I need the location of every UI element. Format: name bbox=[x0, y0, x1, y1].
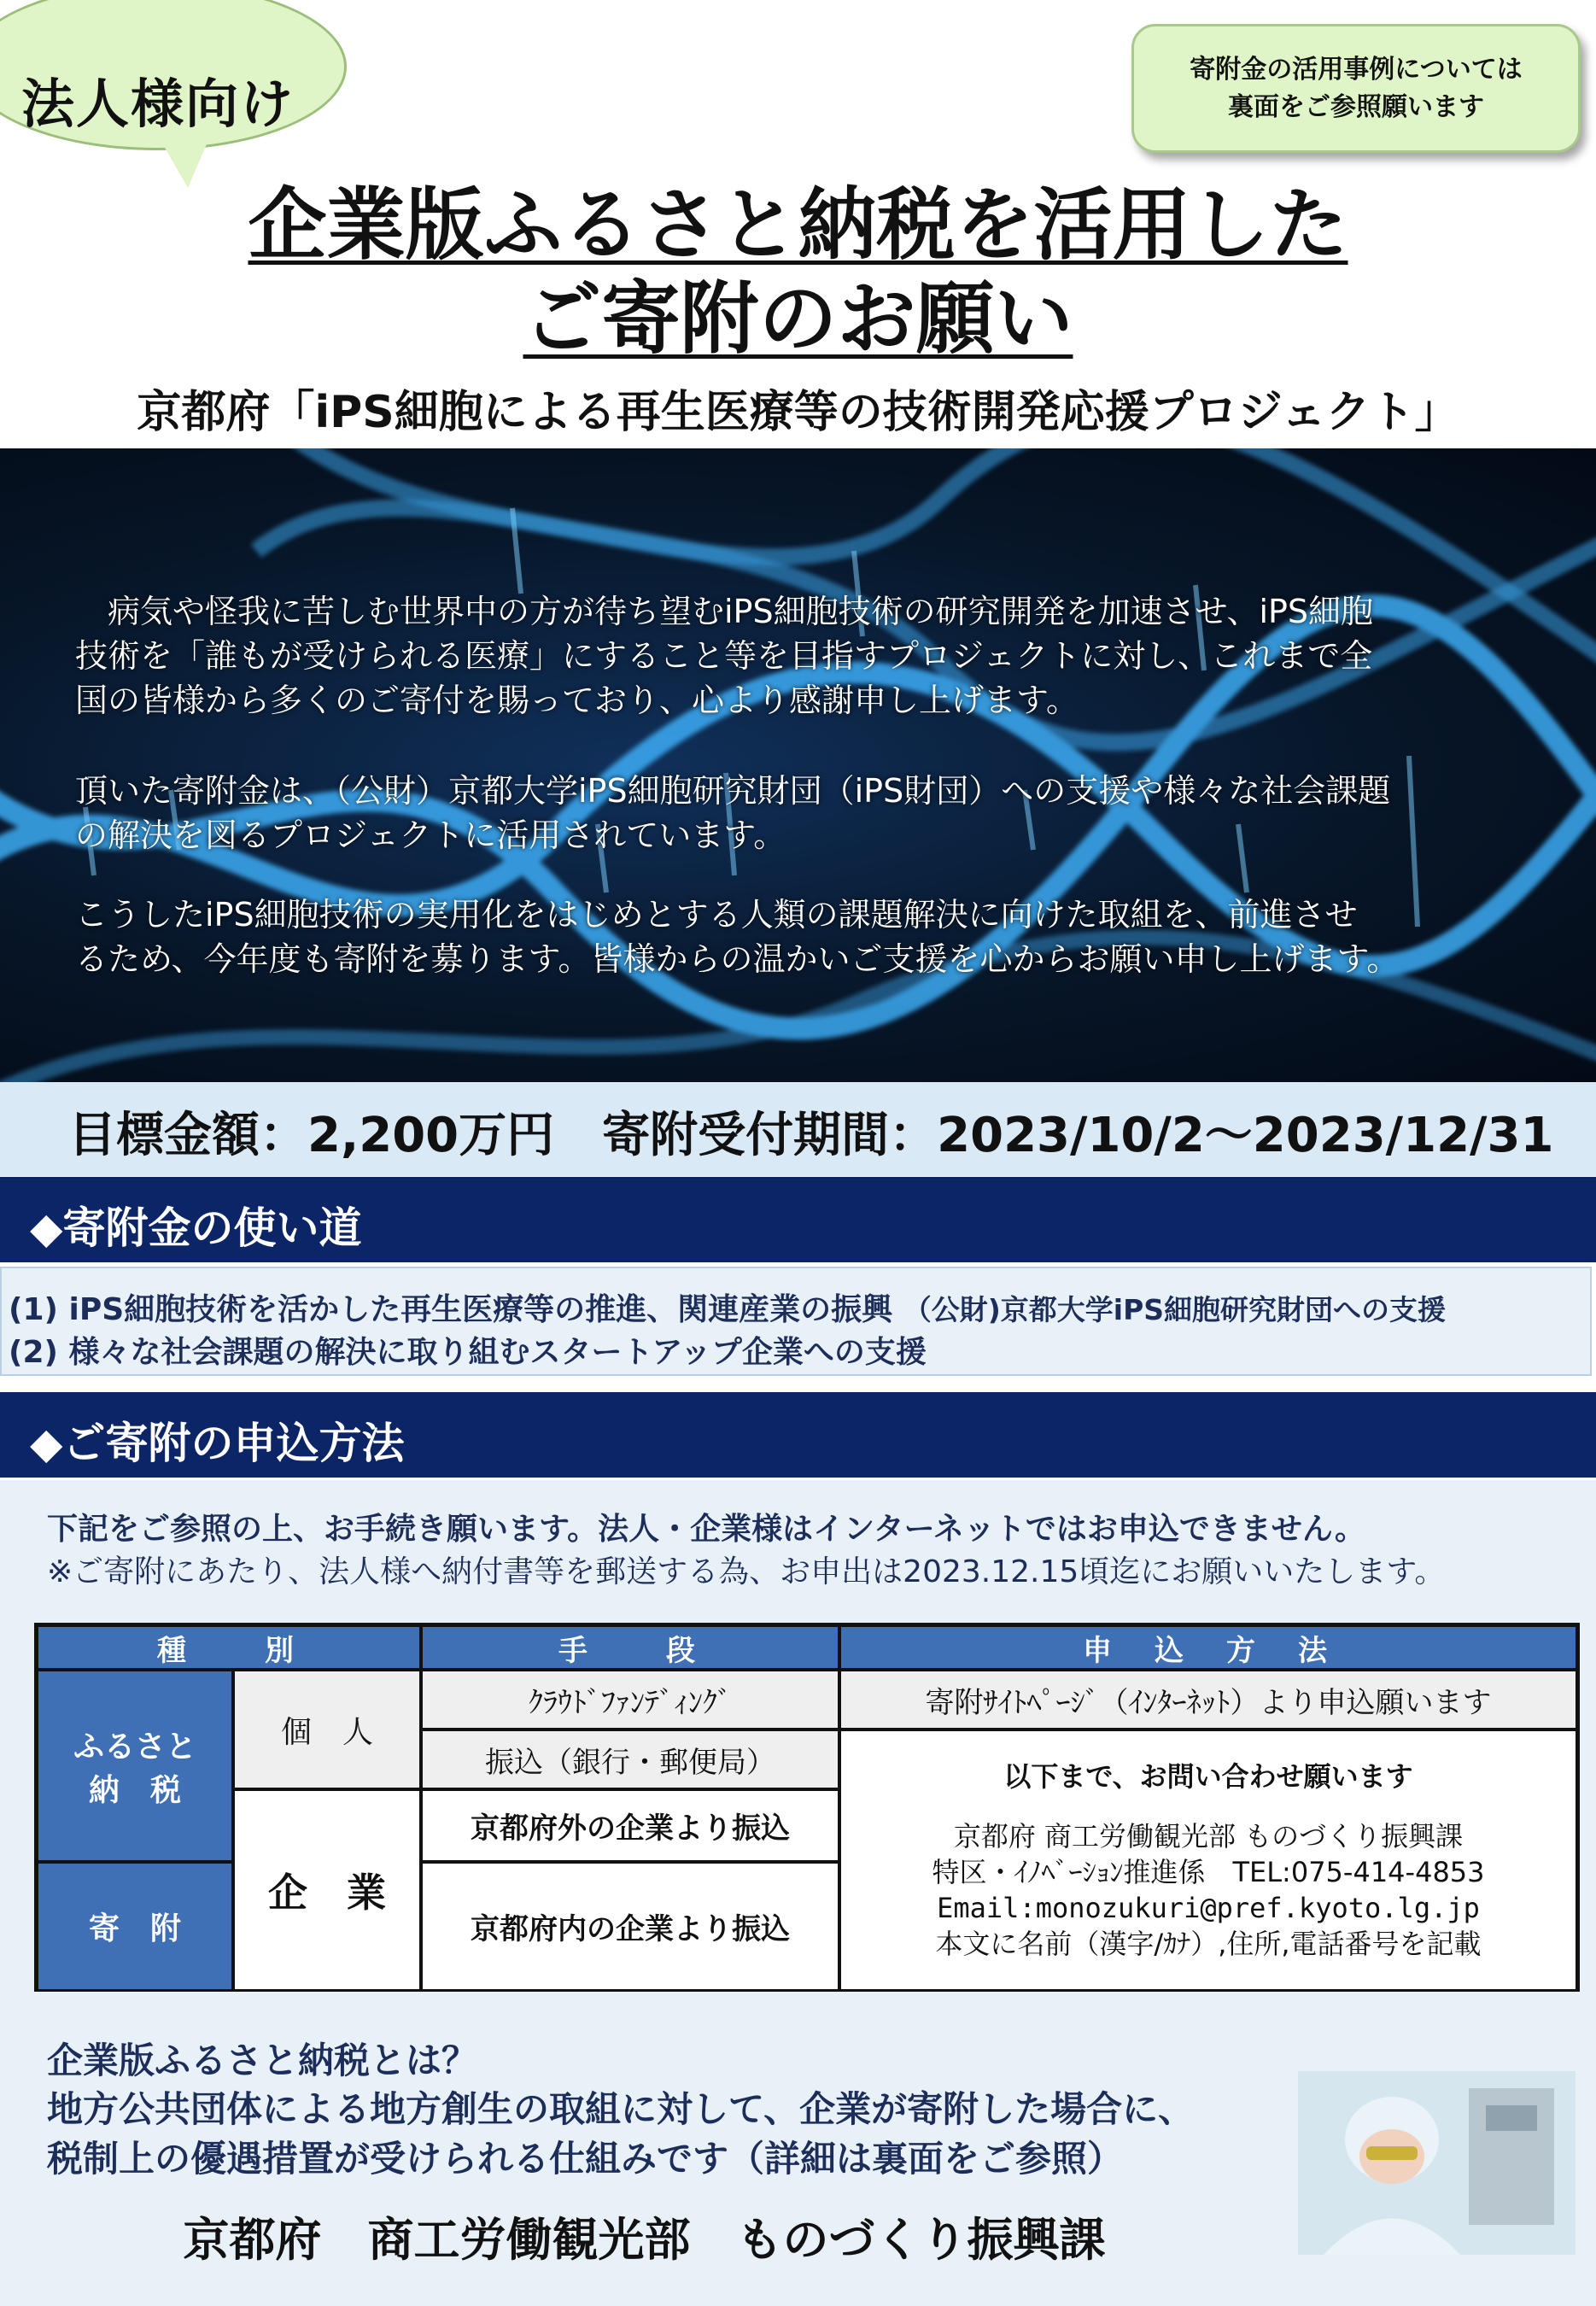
type-furusato: ふるさと 納 税 bbox=[37, 1670, 233, 1862]
intro-paragraph-1 bbox=[75, 589, 1527, 723]
definition-title: 企業版ふるさと納税とは？ bbox=[47, 2040, 478, 2081]
definition-line-1: 地方公共団体による地方創生の取組に対して、企業が寄附した場合に、 bbox=[47, 2088, 1195, 2130]
contact-org: 京都府 商工労働観光部 ものづくり振興課 bbox=[953, 1820, 1464, 1852]
target-audience-badge: 法人様向け bbox=[21, 73, 295, 135]
type-kifu: 寄 附 bbox=[37, 1862, 233, 1991]
reverse-side-note bbox=[1131, 24, 1581, 153]
definition-line-2: 税制上の優遇措置が受けられる仕組みです（詳細は裏面をご参照） bbox=[47, 2138, 1124, 2180]
project-subtitle: 京都府「iPS細胞による再生医療等の技術開発応援プロジェクト」 bbox=[137, 387, 1459, 438]
contact-body-note: 本文に名前（漢字/ｶﾅ）,住所,電話番号を記載 bbox=[935, 1928, 1482, 1960]
note-line: 寄附金の活用事例については bbox=[1190, 54, 1523, 85]
subtype-individual: 個 人 bbox=[233, 1670, 421, 1789]
use-item-1-note: （公財)京都大学iPS細胞研究財団への支援 bbox=[903, 1293, 1447, 1326]
intro-line: るため、今年度も寄附を募ります。皆様からの温かいご支援を心からお願い申し上げます。 bbox=[75, 940, 1400, 978]
contact-intro: 以下まで、お問い合わせ願います bbox=[1003, 1760, 1413, 1793]
contact-section-tel: 特区・ｲﾉﾍﾞｰｼｮﾝ推進係 TEL:075-414-4853 bbox=[932, 1856, 1485, 1888]
intro-line: 病気や怪我に苦しむ世界中の方が待ち望むiPS細胞技術の研究開発を加速させ、iPS細胞 bbox=[75, 593, 1374, 630]
means-crowdfunding: ｸﾗｳﾄﾞﾌｧﾝﾃﾞｨﾝｸﾞ bbox=[421, 1670, 839, 1730]
intro-paragraph-2 bbox=[75, 769, 1527, 857]
means-bank-transfer: 振込（銀行・郵便局） bbox=[421, 1730, 839, 1789]
method-contact bbox=[839, 1730, 1577, 1991]
subtype-company: 企 業 bbox=[233, 1789, 421, 1991]
page-title-line1: 企業版ふるさと納税を活用した bbox=[248, 179, 1348, 271]
section-header-apply: ◆ご寄附の申込方法 bbox=[0, 1392, 1596, 1478]
intro-line: こうしたiPS細胞技術の実用化をはじめとする人類の課題解決に向けた取組を、前進させ bbox=[75, 896, 1358, 934]
apply-note-2: ※ご寄附にあたり、法人様へ納付書等を郵送する為、お申出は2023.12.15頃迄にお願いいたします。 bbox=[47, 1554, 1446, 1589]
intro-line: 技術を「誰もが受けられる医療」にすること等を目指すプロジェクトに対し、これまで全 bbox=[75, 637, 1373, 675]
table-header-method: 申 込 方 法 bbox=[839, 1625, 1577, 1670]
means-outside-company: 京都府外の企業より振込 bbox=[421, 1789, 839, 1862]
method-donation-site: 寄附ｻｲﾄﾍﾟｰｼﾞ（ｲﾝﾀｰﾈｯﾄ）より申込願います bbox=[839, 1670, 1577, 1730]
target-amount-period: 目標金額：2,200万円 寄附受付期間：2023/10/2～2023/12/31 bbox=[68, 1108, 1554, 1163]
intro-paragraph-3 bbox=[75, 893, 1527, 981]
application-method-table bbox=[34, 1623, 1580, 1992]
use-item-2: (2) 様々な社会課題の解決に取り組むスタートアップ企業への支援 bbox=[9, 1335, 927, 1370]
dna-helix-image bbox=[0, 448, 1596, 1082]
section-header-uses: ◆寄附金の使い道 bbox=[0, 1177, 1596, 1262]
apply-note-1: 下記をご参照の上、お手続き願います。法人・企業様はインターネットではお申込できません。 bbox=[47, 1512, 1366, 1547]
intro-line: 国の皆様から多くのご寄付を賜っており、心より感謝申し上げます。 bbox=[75, 682, 1079, 719]
means-inside-company: 京都府内の企業より振込 bbox=[421, 1862, 839, 1991]
table-header-means: 手 段 bbox=[421, 1625, 839, 1670]
intro-line: 頂いた寄附金は、（公財）京都大学iPS細胞研究財団（iPS財団）への支援や様々な社会課題 bbox=[75, 772, 1391, 810]
note-line: 裏面をご参照願います bbox=[1228, 91, 1484, 122]
use-item-1: (1) iPS細胞技術を活かした再生医療等の推進、関連産業の振興 （公財)京都大学iPS細胞研究財団への支援 bbox=[9, 1292, 1447, 1327]
contact-email: Email:monozukuri@pref.kyoto.lg.jp bbox=[937, 1892, 1480, 1924]
dna-banner bbox=[0, 448, 1596, 1082]
table-header-type: 種 別 bbox=[37, 1625, 421, 1670]
page-title-line2: ご寄附のお願い bbox=[523, 273, 1073, 365]
footer-organization: 京都府 商工労働観光部 ものづくり振興課 bbox=[183, 2213, 1106, 2267]
intro-line: の解決を図るプロジェクトに活用されています。 bbox=[75, 816, 786, 854]
